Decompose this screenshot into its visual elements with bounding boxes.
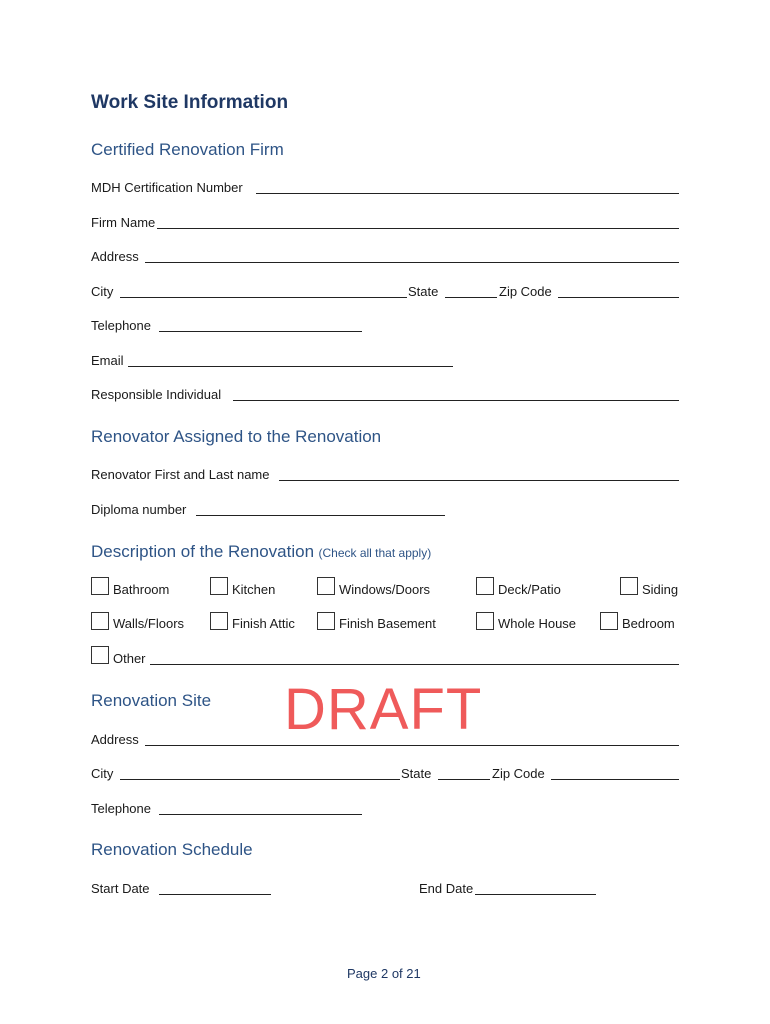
deck-patio-label: Deck/Patio xyxy=(498,582,561,597)
description-heading-row xyxy=(91,542,431,562)
firm-city-label: City xyxy=(91,284,114,299)
end-date-label: End Date xyxy=(419,881,474,896)
page-number: Page 2 of 21 xyxy=(347,966,421,981)
firm-section-heading: Certified Renovation Firm xyxy=(91,140,284,159)
page-title: Work Site Information xyxy=(91,92,289,113)
renovator-name-label: Renovator First and Last name xyxy=(91,467,270,482)
site-section-heading: Renovation Site xyxy=(91,691,212,710)
site-zip-label: Zip Code xyxy=(492,766,545,781)
site-state-field[interactable] xyxy=(438,779,490,780)
deck-patio-checkbox[interactable] xyxy=(476,577,494,595)
firm-email-field[interactable] xyxy=(128,366,453,367)
siding-checkbox[interactable] xyxy=(620,577,638,595)
firm-city-field[interactable] xyxy=(120,297,407,298)
description-section-heading: Description of the Renovation xyxy=(91,542,315,561)
draft-watermark: DRAFT xyxy=(284,677,483,742)
site-city-label: City xyxy=(91,766,114,781)
firm-zip-field[interactable] xyxy=(558,297,679,298)
firm-address-label: Address xyxy=(91,249,139,264)
walls-floors-checkbox[interactable] xyxy=(91,612,109,630)
description-note: (Check all that apply) xyxy=(318,546,432,560)
finish-basement-label: Finish Basement xyxy=(339,616,436,631)
start-date-label: Start Date xyxy=(91,881,150,896)
siding-label: Siding xyxy=(642,582,679,597)
whole-house-checkbox[interactable] xyxy=(476,612,494,630)
renovator-name-field[interactable] xyxy=(279,480,679,481)
diploma-number-label: Diploma number xyxy=(91,502,187,517)
site-city-field[interactable] xyxy=(120,779,400,780)
walls-floors-label: Walls/Floors xyxy=(113,616,185,631)
schedule-section-heading: Renovation Schedule xyxy=(91,840,253,859)
site-address-field[interactable] xyxy=(145,745,679,746)
site-state-label: State xyxy=(401,766,432,781)
site-address-label: Address xyxy=(91,732,139,747)
end-date-field[interactable] xyxy=(475,894,596,895)
firm-state-label: State xyxy=(408,284,439,299)
whole-house-label: Whole House xyxy=(498,616,577,631)
firm-telephone-label: Telephone xyxy=(91,318,151,333)
mdh-cert-field[interactable] xyxy=(256,193,679,194)
other-field[interactable] xyxy=(150,664,679,665)
firm-telephone-field[interactable] xyxy=(159,331,362,332)
bedroom-label: Bedroom xyxy=(622,616,675,631)
firm-name-field[interactable] xyxy=(157,228,679,229)
windows-doors-checkbox[interactable] xyxy=(317,577,335,595)
firm-address-field[interactable] xyxy=(145,262,679,263)
finish-attic-label: Finish Attic xyxy=(232,616,295,631)
kitchen-checkbox[interactable] xyxy=(210,577,228,595)
mdh-cert-label: MDH Certification Number xyxy=(91,180,243,195)
site-telephone-field[interactable] xyxy=(159,814,362,815)
kitchen-label: Kitchen xyxy=(232,582,276,597)
start-date-field[interactable] xyxy=(159,894,271,895)
responsible-individual-field[interactable] xyxy=(233,400,679,401)
firm-state-field[interactable] xyxy=(445,297,497,298)
windows-doors-label: Windows/Doors xyxy=(339,582,431,597)
bedroom-checkbox[interactable] xyxy=(600,612,618,630)
site-zip-field[interactable] xyxy=(551,779,679,780)
other-checkbox[interactable] xyxy=(91,646,109,664)
responsible-individual-label: Responsible Individual xyxy=(91,387,222,402)
firm-name-label: Firm Name xyxy=(91,215,156,230)
diploma-number-field[interactable] xyxy=(196,515,445,516)
finish-attic-checkbox[interactable] xyxy=(210,612,228,630)
site-telephone-label: Telephone xyxy=(91,801,151,816)
renovator-section-heading: Renovator Assigned to the Renovation xyxy=(91,427,382,446)
firm-zip-label: Zip Code xyxy=(499,284,552,299)
finish-basement-checkbox[interactable] xyxy=(317,612,335,630)
bathroom-label: Bathroom xyxy=(113,582,170,597)
other-label: Other xyxy=(113,651,146,666)
firm-email-label: Email xyxy=(91,353,124,368)
bathroom-checkbox[interactable] xyxy=(91,577,109,595)
